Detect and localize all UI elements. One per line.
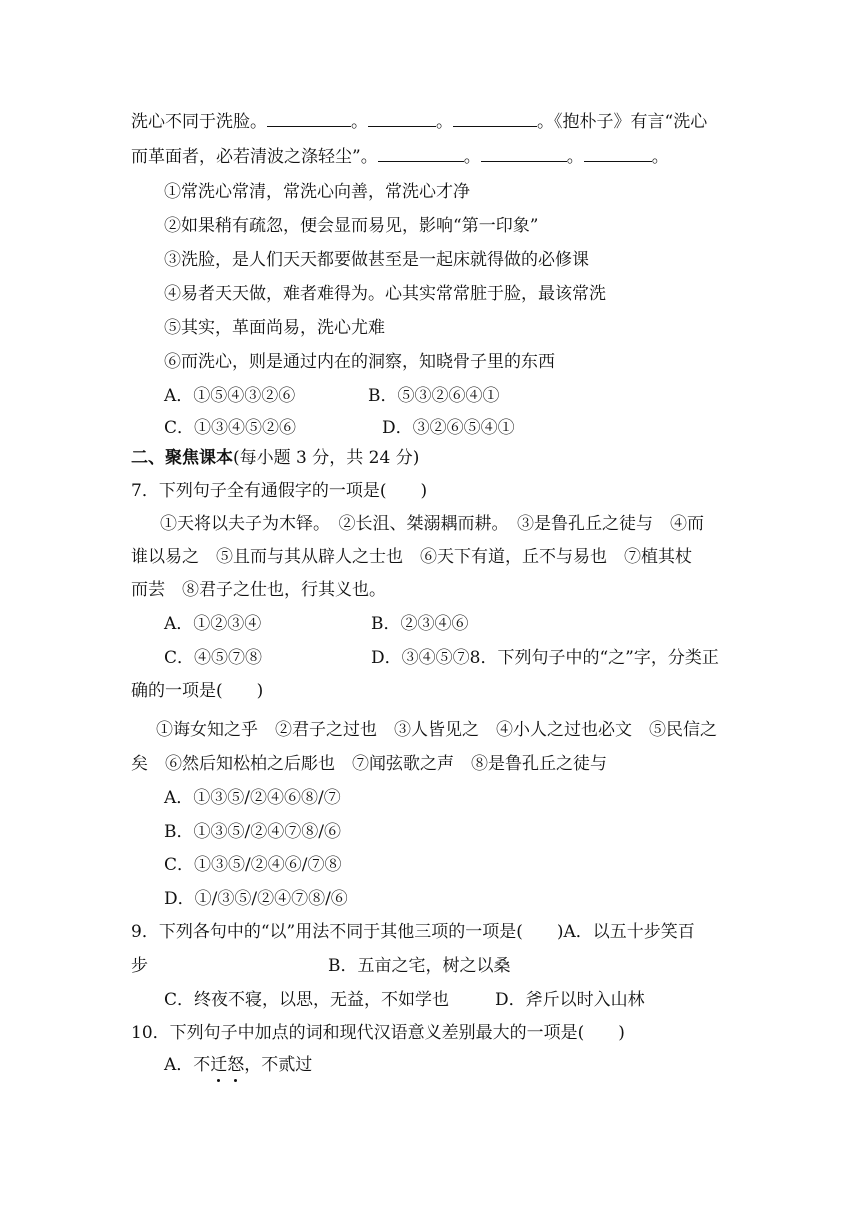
q7-items-line: 谁以易之 ⑤且而与其从辟人之士也 ⑥天下有道，丘不与易也 ⑦植其杖 [131, 547, 692, 567]
passage-text: 洗心不同于洗脸。 [131, 112, 267, 132]
answer-blank[interactable] [453, 110, 537, 127]
q8-items-line: 矣 ⑥然后知松柏之后彫也 ⑦闻弦歌之声 ⑧是鲁孔丘之徒与 [131, 754, 607, 774]
q8-option-d[interactable]: D．①/③⑤/②④⑦⑧/⑥ [164, 889, 348, 909]
emphasis-dot-char: 迁 [210, 1055, 228, 1075]
q10-option-a[interactable]: A．不迁怒，不贰过 [164, 1055, 313, 1075]
q9-option-d[interactable]: D．斧斤以时入山林 [495, 990, 645, 1010]
sentence-item: ⑤其实，革面尚易，洗心尤难 [164, 318, 385, 338]
q9-option-b[interactable]: B．五亩之宅，树之以桑 [328, 956, 511, 976]
q7-items-line: 而芸 ⑧君子之仕也，行其义也。 [131, 580, 386, 600]
sentence-item: ③洗脸，是人们天天都要做甚至是一起床就得做的必修课 [164, 250, 589, 270]
section-title: 二、聚焦课本 [131, 448, 233, 468]
q7-option-d-and-q8-stem[interactable]: D．③④⑤⑦8．下列句子中的“之”字，分类正 [371, 648, 719, 668]
q7-option-b[interactable]: B．②③④⑥ [371, 614, 469, 634]
q8-option-b[interactable]: B．①③⑤/②④⑦⑧/⑥ [164, 822, 341, 842]
answer-blank[interactable] [481, 145, 567, 162]
sentence-item: ①常洗心常清，常洗心向善，常洗心才净 [164, 182, 470, 202]
answer-blank[interactable] [584, 145, 652, 162]
q6-option-a[interactable]: A．①⑤④③②⑥ [164, 386, 296, 406]
passage-text: 。《抱朴子》有言“洗心 [537, 112, 708, 132]
passage-line-2: 而革面者，必若清波之涤轻尘”。 。 。 。 [131, 147, 669, 167]
q9-stem-cont: 步 [131, 956, 148, 976]
q8-stem: 确的一项是( ) [131, 681, 264, 701]
q7-option-c[interactable]: C．④⑤⑦⑧ [164, 648, 263, 668]
q7-option-a[interactable]: A．①②③④ [164, 614, 262, 634]
q9-option-c[interactable]: C．终夜不寝，以思，无益，不如学也 [164, 990, 450, 1010]
q10-stem: 10．下列句子中加点的词和现代汉语意义差别最大的一项是( ) [131, 1023, 625, 1043]
q8-items-line: ①诲女知之乎 ②君子之过也 ③人皆见之 ④小人之过也必文 ⑤民信之 [156, 720, 717, 740]
q8-option-a[interactable]: A．①③⑤/②④⑥⑧/⑦ [164, 788, 341, 808]
sentence-item: ④易者天天做，难者难得为。心其实常常脏于脸，最该常洗 [164, 284, 606, 304]
q7-stem: 7．下列句子全有通假字的一项是( ) [131, 481, 428, 501]
answer-blank[interactable] [378, 145, 464, 162]
section-note: (每小题 3 分，共 24 分) [233, 448, 420, 468]
sentence-item: ⑥而洗心，则是通过内在的洞察，知晓骨子里的东西 [164, 352, 555, 372]
answer-blank[interactable] [267, 110, 351, 127]
q6-option-d[interactable]: D．③②⑥⑤④① [382, 418, 515, 438]
q9-stem: 9．下列各句中的“以”用法不同于其他三项的一项是( )A．以五十步笑百 [131, 922, 695, 942]
passage-line-1: 洗心不同于洗脸。 。 。 。《抱朴子》有言“洗心 [131, 112, 708, 132]
q6-option-c[interactable]: C．①③④⑤②⑥ [164, 418, 297, 438]
sentence-item: ②如果稍有疏忽，便会显而易见，影响“第一印象” [164, 216, 539, 236]
section-heading [131, 446, 419, 470]
passage-text: 而革面者，必若清波之涤轻尘”。 [131, 147, 378, 167]
q7-items-line: ①天将以夫子为木铎。 ②长沮、桀溺耦而耕。 ③是鲁孔丘之徒与 ④而 [160, 514, 704, 534]
q6-option-b[interactable]: B．⑤③②⑥④① [368, 386, 500, 406]
emphasis-dot-char: 怒 [227, 1055, 245, 1075]
answer-blank[interactable] [368, 110, 436, 127]
q8-option-c[interactable]: C．①③⑤/②④⑥/⑦⑧ [164, 855, 342, 875]
